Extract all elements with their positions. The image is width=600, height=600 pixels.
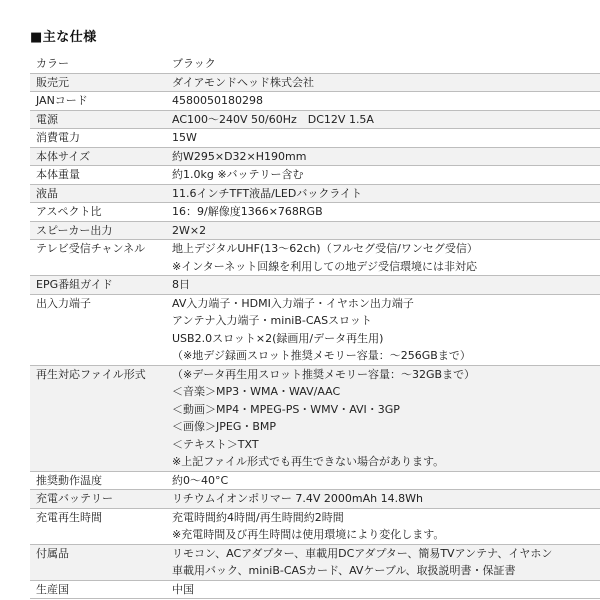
spec-label: 出入力端子 [36, 296, 91, 310]
spec-value [172, 129, 600, 147]
spec-value-line: 8日 [172, 278, 190, 291]
spec-label: 本体重量 [36, 168, 80, 181]
spec-value-line: ＜テキスト＞TXT [172, 437, 259, 451]
spec-label: 本体サイズ [36, 149, 91, 163]
spec-label: 液晶 [36, 186, 58, 200]
spec-row [30, 472, 600, 491]
spec-value [172, 509, 600, 544]
spec-label: 推奨動作温度 [36, 473, 102, 487]
spec-row [30, 240, 600, 276]
spec-value-line: ＜動画＞MP4・MPEG-PS・WMV・AVI・3GP [172, 402, 400, 416]
spec-row [30, 203, 600, 222]
spec-row [30, 490, 600, 509]
spec-value-line: リチウムイオンポリマー 7.4V 2000mAh 14.8Wh [172, 492, 423, 505]
spec-value [172, 240, 600, 275]
spec-value-line: （※地デジ録画スロット推奨メモリー容量：〜256GBまで） [172, 349, 471, 362]
spec-value-line: （※データ再生用スロット推奨メモリー容量：〜32GBまで） [172, 367, 476, 381]
spec-value [172, 295, 600, 365]
spec-value [172, 545, 600, 580]
spec-value-line: ダイアモンドヘッド株式会社 [172, 75, 315, 89]
spec-row [30, 222, 600, 241]
spec-value [172, 472, 600, 490]
spec-row [30, 276, 600, 295]
spec-value-line: 11.6インチTFT液晶/LEDバックライト [172, 186, 362, 200]
spec-value-line: 中国 [172, 582, 194, 596]
spec-value-line: 16：9/解像度1366×768RGB [172, 205, 323, 218]
spec-label: 販売元 [36, 75, 69, 89]
spec-label: アスペクト比 [36, 205, 102, 218]
spec-label: EPG番組ガイド [36, 278, 113, 291]
spec-row [30, 74, 600, 93]
spec-value-line: 約1.0kg ※バッテリー含む [172, 168, 304, 181]
spec-value-line: ※インターネット回線を利用しての地デジ受信環境には非対応 [172, 259, 478, 273]
spec-value-line: AC100〜240V 50/60Hz DC12V 1.5A [172, 112, 374, 126]
spec-value-line: ＜画像＞JPEG・BMP [172, 420, 277, 433]
spec-value-line: アンテナ入力端子・miniB-CASスロット [172, 314, 372, 327]
spec-value-line: 2W×2 [172, 223, 207, 237]
spec-value-line: AV入力端子・HDMI入力端子・イヤホン出力端子 [172, 296, 414, 310]
spec-row [30, 92, 600, 111]
spec-value [172, 203, 600, 221]
spec-value-line: リモコン、ACアダプター、車載用DCアダプター、簡易TVアンテナ、イヤホン [172, 546, 553, 560]
spec-value-line: ＜音楽＞MP3・WMA・WAV/AAC [172, 385, 341, 398]
spec-label: 電源 [36, 112, 58, 126]
spec-row [30, 111, 600, 130]
spec-value [172, 490, 600, 508]
spec-row [30, 366, 600, 472]
spec-label: カラー [36, 57, 69, 70]
spec-value-line: ※充電時間及び再生時間は使用環境により変化します。 [172, 528, 445, 541]
spec-value [172, 276, 600, 294]
spec-value-line: ブラック [172, 57, 216, 70]
spec-label: 再生対応ファイル形式 [36, 367, 146, 381]
spec-value [172, 185, 600, 203]
spec-row [30, 295, 600, 366]
spec-value-line: 約W295×D32×H190mm [172, 149, 307, 163]
spec-value-line: 約0〜40°C [172, 473, 229, 487]
spec-label: 消費電力 [36, 131, 80, 144]
spec-value [172, 111, 600, 129]
spec-label: スピーカー出力 [36, 223, 113, 237]
spec-row [30, 185, 600, 204]
spec-row [30, 509, 600, 545]
spec-label: テレビ受信チャンネル [36, 242, 146, 255]
spec-value-line: 15W [172, 131, 197, 144]
spec-value [172, 74, 600, 92]
spec-row [30, 545, 600, 581]
spec-value [172, 366, 600, 471]
spec-value-line: ※上記ファイル形式でも再生できない場合があります。 [172, 455, 445, 468]
spec-value-line: 4580050180298 [172, 94, 263, 107]
spec-value [172, 92, 600, 110]
spec-row [30, 581, 600, 600]
spec-row [30, 55, 600, 74]
spec-label: 充電再生時間 [36, 510, 102, 524]
spec-value-line: 充電時間約4時間/再生時間約2時間 [172, 510, 344, 524]
spec-label: 生産国 [36, 582, 69, 596]
page-title: ■主な仕様 [30, 30, 97, 45]
spec-value [172, 148, 600, 166]
spec-row [30, 166, 600, 185]
spec-value [172, 581, 600, 599]
spec-label: 充電バッテリー [36, 492, 113, 505]
spec-value [172, 222, 600, 240]
spec-value [172, 166, 600, 184]
spec-table [30, 55, 600, 599]
spec-value-line: 地上デジタルUHF(13〜62ch)（フルセグ受信/ワンセグ受信） [172, 242, 478, 255]
spec-label: 付属品 [36, 546, 69, 560]
spec-value [172, 55, 600, 73]
spec-row [30, 148, 600, 167]
spec-value-line: USB2.0スロット×2(録画用/データ再生用) [172, 331, 384, 345]
spec-label: JANコード [36, 94, 88, 107]
spec-row [30, 129, 600, 148]
spec-value-line: 車載用バック、miniB-CASカード、AVケーブル、取扱説明書・保証書 [172, 564, 516, 577]
